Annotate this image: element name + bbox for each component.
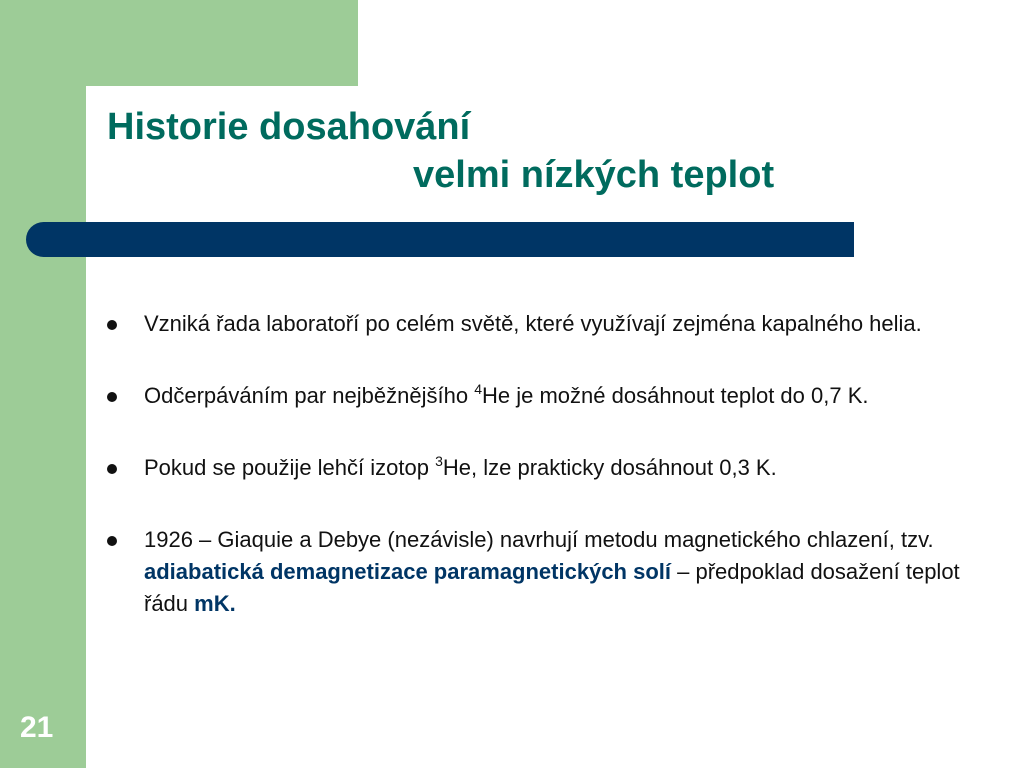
bullet-emphasis: mK. (194, 591, 236, 616)
bullet-text: 1926 – Giaquie a Debye (nezávisle) navrhují metodu magnetického chlazení, tzv. (144, 527, 934, 552)
bullet-dot-icon (107, 464, 117, 474)
bullet-text: He, lze prakticky dosáhnout 0,3 K. (442, 455, 777, 480)
bullet-text: He je možné dosáhnout teplot do 0,7 K. (482, 383, 869, 408)
bullet-text: Vzniká řada laboratoří po celém světě, které využívají zejména kapalného helia. (144, 311, 922, 336)
bullet-text: – předpoklad dosažení teplot řádu (144, 559, 960, 616)
page-number: 21 (20, 711, 54, 744)
top-accent-band (0, 0, 358, 86)
bullet-dot-icon (107, 536, 117, 546)
bullet-item (104, 380, 984, 412)
bullet-text: Odčerpáváním par nejběžnějšího (144, 383, 475, 408)
left-accent-band (0, 0, 86, 768)
bullet-item (104, 308, 984, 340)
slide-title (107, 103, 774, 199)
bullet-item (104, 524, 984, 620)
bullet-dot-icon (107, 320, 117, 330)
bullet-text: Pokud se použije lehčí izotop (144, 455, 436, 480)
title-line-1: Historie dosahování (107, 106, 471, 148)
title-underline-bar (26, 222, 854, 257)
bullet-item (104, 452, 984, 484)
bullet-list (104, 308, 984, 660)
bullet-dot-icon (107, 392, 117, 402)
isotope-superscript: 4 (474, 381, 482, 397)
bullet-emphasis: adiabatická demagnetizace paramagnetických solí (144, 559, 672, 584)
isotope-superscript: 3 (435, 453, 443, 469)
title-line-2: velmi nízkých teplot (413, 154, 775, 196)
